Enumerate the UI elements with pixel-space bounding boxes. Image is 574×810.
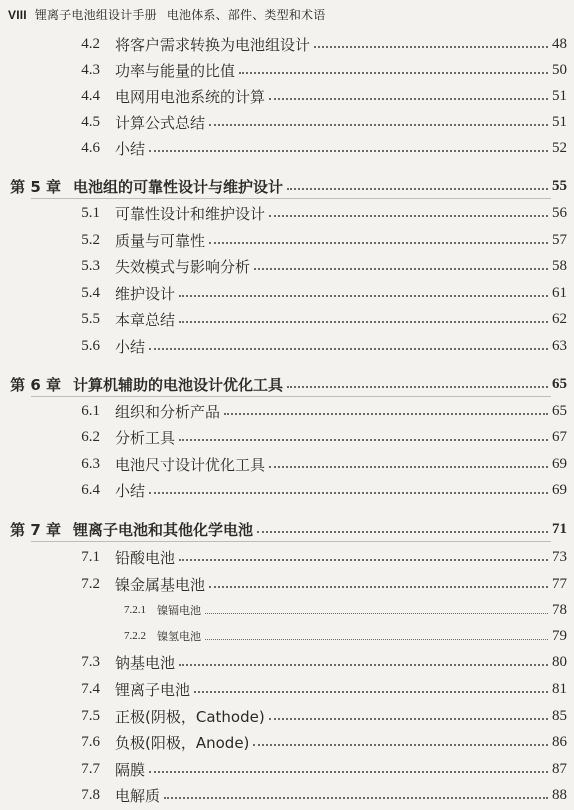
toc-entry-number: 4.4 <box>81 87 100 104</box>
toc-entry-number: 6.4 <box>81 481 100 498</box>
toc-entry-page: 86 <box>552 733 567 750</box>
toc-entry-title: 质量与可靠性 <box>115 231 206 250</box>
toc-entry-title: 功率与能量的比值 <box>115 61 236 80</box>
dot-leader <box>149 771 548 773</box>
toc-chapter-entry <box>0 372 574 396</box>
toc-entry-title: 正极(阴极，Cathode) <box>115 707 265 726</box>
toc-entry-page: 77 <box>552 575 567 592</box>
toc-entry-page: 52 <box>552 139 567 156</box>
dot-leader <box>269 466 548 468</box>
toc-entry-number: 7.6 <box>81 733 100 750</box>
toc-entry-title: 组织和分析产品 <box>115 402 221 421</box>
dot-leader <box>179 664 548 666</box>
toc-entry-title: 锂离子电池 <box>115 680 191 699</box>
dot-leader <box>224 413 548 415</box>
toc-entry-page: 69 <box>552 455 567 472</box>
toc-entry-number: 第 5 章 <box>10 177 61 196</box>
toc-entry-number: 7.5 <box>81 707 100 724</box>
toc-entry-number: 7.8 <box>81 786 100 803</box>
toc-entry-page: 87 <box>552 760 567 777</box>
toc-entry-page: 51 <box>552 113 567 130</box>
toc-entry-title: 镍金属基电池 <box>115 575 206 594</box>
dot-leader <box>164 797 548 799</box>
toc-entry-number: 5.6 <box>81 337 100 354</box>
toc-entry-number: 5.3 <box>81 257 100 274</box>
toc-entry <box>0 334 574 358</box>
toc-entry-number: 7.7 <box>81 760 100 777</box>
toc-entry-page: 79 <box>552 627 567 644</box>
toc-entry <box>0 624 574 648</box>
toc-entry <box>0 110 574 134</box>
dot-leader <box>287 188 548 190</box>
toc-entry-title: 电池尺寸设计优化工具 <box>115 455 266 474</box>
toc-entry-page: 62 <box>552 310 567 327</box>
toc-entry-title: 钠基电池 <box>115 653 176 672</box>
toc-entry-number: 7.2 <box>81 575 100 592</box>
toc-entry-number: 第 7 章 <box>10 520 61 539</box>
toc-entry-title: 镍氢电池 <box>157 630 201 643</box>
toc-entry <box>0 228 574 252</box>
toc-entry-number: 7.3 <box>81 653 100 670</box>
toc-entry-page: 80 <box>552 653 567 670</box>
dot-leader <box>179 559 548 561</box>
dot-leader <box>239 72 548 74</box>
toc-entry-number: 7.1 <box>81 548 100 565</box>
toc-entry-title: 计算公式总结 <box>115 113 206 132</box>
dot-leader <box>149 150 548 152</box>
toc-entry-number: 6.1 <box>81 402 100 419</box>
toc-entry-number: 6.3 <box>81 455 100 472</box>
toc-entry-page: 69 <box>552 481 567 498</box>
toc-entry <box>0 730 574 754</box>
toc-entry-title: 电池组的可靠性设计与维护设计 <box>73 177 284 196</box>
toc-entry-number: 7.2.1 <box>124 604 146 616</box>
toc-entry-number: 5.2 <box>81 231 100 248</box>
chapter-divider <box>31 198 551 199</box>
dot-leader <box>287 386 548 388</box>
toc-entry-title: 小结 <box>115 481 146 500</box>
toc-entry-number: 5.4 <box>81 284 100 301</box>
toc-entry <box>0 478 574 502</box>
toc-entry <box>0 572 574 596</box>
dot-leader <box>269 215 548 217</box>
toc-entry-title: 维护设计 <box>115 284 176 303</box>
toc-entry-title: 失效模式与影响分析 <box>115 257 251 276</box>
toc-entry-page: 73 <box>552 548 567 565</box>
toc-entry-page: 81 <box>552 680 567 697</box>
toc-entry-title: 小结 <box>115 337 146 356</box>
toc-entry-page: 50 <box>552 61 567 78</box>
dot-leader <box>269 98 548 100</box>
toc-entry-title: 镍镉电池 <box>157 604 201 617</box>
toc-entry <box>0 677 574 701</box>
toc-entry <box>0 425 574 449</box>
dot-leader <box>253 744 548 746</box>
toc-entry-page: 88 <box>552 786 567 803</box>
dot-leader <box>205 613 548 614</box>
toc-entry-page: 48 <box>552 35 567 52</box>
toc-entry <box>0 452 574 476</box>
toc-entry-title: 铅酸电池 <box>115 548 176 567</box>
dot-leader <box>209 586 548 588</box>
toc-entry-page: 67 <box>552 428 567 445</box>
header-book-title: 锂离子电池组设计手册 <box>34 8 157 22</box>
toc-entry-page: 63 <box>552 337 567 354</box>
toc-entry-title: 负极(阳极，Anode) <box>115 733 250 752</box>
toc-entry-page: 85 <box>552 707 567 724</box>
dot-leader <box>149 348 548 350</box>
toc-entry <box>0 58 574 82</box>
toc-chapter-entry <box>0 174 574 198</box>
toc-entry-page: 65 <box>552 375 567 392</box>
toc-entry-number: 4.3 <box>81 61 100 78</box>
dot-leader <box>314 46 548 48</box>
dot-leader <box>179 439 548 441</box>
toc-entry-page: 57 <box>552 231 567 248</box>
chapter-divider <box>31 396 551 397</box>
toc-entry <box>0 307 574 331</box>
toc-entry-number: 7.2.2 <box>124 630 146 642</box>
toc-entry-title: 分析工具 <box>115 428 176 447</box>
header-subtitle: 电池体系、部件、类型和术语 <box>166 8 326 22</box>
toc-entry-page: 51 <box>552 87 567 104</box>
toc-entry-number: 7.4 <box>81 680 100 697</box>
toc-entry-page: 58 <box>552 257 567 274</box>
toc-entry-title: 本章总结 <box>115 310 176 329</box>
dot-leader <box>254 268 548 270</box>
toc-entry <box>0 704 574 728</box>
toc-entry <box>0 201 574 225</box>
toc-entry-number: 4.2 <box>81 35 100 52</box>
dot-leader <box>257 531 548 533</box>
dot-leader <box>179 295 548 297</box>
toc-entry-number: 第 6 章 <box>10 375 61 394</box>
dot-leader <box>209 242 548 244</box>
toc-entry <box>0 545 574 569</box>
toc-chapter-entry <box>0 517 574 541</box>
toc-entry-number: 4.5 <box>81 113 100 130</box>
toc-entry-title: 电网用电池系统的计算 <box>115 87 266 106</box>
toc-entry-title: 隔膜 <box>115 760 146 779</box>
toc-entry <box>0 32 574 56</box>
toc-entry-title: 可靠性设计和维护设计 <box>115 204 266 223</box>
dot-leader <box>205 639 548 640</box>
toc-entry-title: 锂离子电池和其他化学电池 <box>73 520 254 539</box>
toc-entry <box>0 136 574 160</box>
chapter-divider <box>31 541 551 542</box>
toc-entry-page: 61 <box>552 284 567 301</box>
toc-entry-number: 6.2 <box>81 428 100 445</box>
toc-entry <box>0 757 574 781</box>
toc-entry-page: 56 <box>552 204 567 221</box>
toc-entry <box>0 598 574 622</box>
running-header <box>8 6 325 23</box>
toc-entry-title: 小结 <box>115 139 146 158</box>
toc-entry-number: 4.6 <box>81 139 100 156</box>
toc-entry <box>0 254 574 278</box>
dot-leader <box>149 492 548 494</box>
dot-leader <box>269 718 548 720</box>
dot-leader <box>209 124 548 126</box>
toc-entry <box>0 84 574 108</box>
toc-entry <box>0 399 574 423</box>
toc-entry-title: 计算机辅助的电池设计优化工具 <box>73 375 284 394</box>
toc-entry-title: 将客户需求转换为电池组设计 <box>115 35 311 54</box>
dot-leader <box>179 321 548 323</box>
toc-entry-number: 5.1 <box>81 204 100 221</box>
toc-entry <box>0 783 574 807</box>
toc-entry-title: 电解质 <box>115 786 161 805</box>
toc-entry-page: 65 <box>552 402 567 419</box>
toc-entry-page: 78 <box>552 601 567 618</box>
header-page-number: VIII <box>8 8 27 22</box>
toc-entry <box>0 281 574 305</box>
dot-leader <box>194 691 548 693</box>
toc-entry <box>0 650 574 674</box>
toc-entry-page: 55 <box>552 177 567 194</box>
toc-entry-number: 5.5 <box>81 310 100 327</box>
toc-entry-page: 71 <box>552 520 567 537</box>
